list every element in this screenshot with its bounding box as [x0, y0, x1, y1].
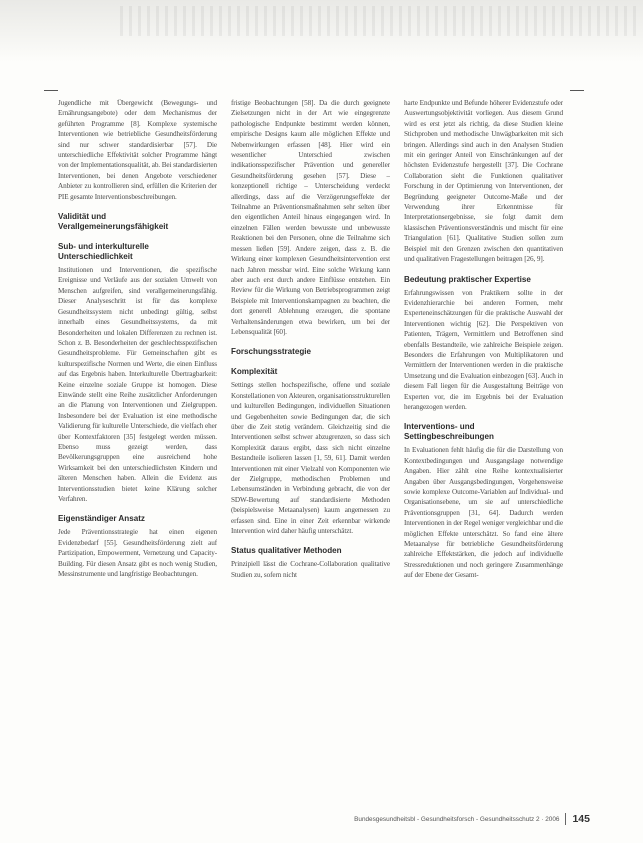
body-paragraph: Erfahrungswissen von Praktikern sollte in der Evidenzhierarchie bei anderen Formen, mehr Experteneinschätzungen für die praktische Auswahl der Interventionen wichtig [62]. Die Perspektiven von Patienten, Trägern, Vermittlern und Betroffenen sind ebenfalls Bestandteile, wie zahlreiche Beispiele zeigen. Besonders die Erfahrungen von Multiplikatoren und Vermittlern der Interventionen werden in die praktische Umsetzung und die Evaluation einbezogen [63]. Auch in diesem Fall liegen für die Ausgestaltung Beiträge von Experten vor, die im Ergebnis bei der Evaluation herangezogen werden. — [404, 288, 563, 411]
section-heading: Status qualitativer Methoden — [231, 546, 342, 556]
journal-citation: Bundesgesundheitsbl - Gesundheitsforsch - Gesundheitsschutz 2 · 2006 — [354, 815, 560, 823]
body-paragraph: fristige Beobachtungen [58]. Da die durch geeignete Zielsetzungen nicht in der Art wie eingegrenzte pathologische Endpunkte bestimmt werden können, empirische Designs kaum alle möglichen Effekte und Nebenwirkungen erfassen [48]. Hier wird ein wesentlicher Unterschied zwischen indikationsspezifischer Prävention und genereller Gesundheitsförderung gesehen [57]. Diese – konzeptionell richtige – Unterscheidung verdeckt allerdings, dass auf die Verzögerungseffekte der Teilnahme an Präventionsmaßnahmen sehr selten über den eigentlichen Anteil hinaus eingegangen wird. In einzelnen Fällen werden bewusste und unbewusste Reaktionen bei den Personen, ohne die Teilnahme sich messen ließen [59]. Andere zeigen, dass z. B. die Wirkung einer komplexen Gesundheitsintervention erst nach Jahren messbar wird. Eine solche Wirkung kann aber auch erst durch andere Einflüsse entstehen. Ein Review für die Wirkung von Betriebsprogrammen zeigt Beispiele mit Interventionskampagnen zu beachten, die dort generell Ablehnung erzeugen, die spontane Verhaltensänderungen etwa bewirken, um bei der Lebensqualität [60]. — [231, 99, 390, 336]
margin-rule-right — [570, 90, 584, 91]
column-right — [404, 98, 563, 748]
section-heading: Komplexität — [231, 367, 278, 377]
page-footer — [300, 812, 590, 826]
section-heading: Eigenständiger Ansatz — [58, 514, 145, 524]
body-paragraph: Settings stellen hochspezifische, offene und soziale Konstellationen von Akteuren, organisationsstrukturellen und kulturellen Bedingungen, individuellen Situationen und Gegebenheiten sowie Bedingungen dar, die sich über die Zeit stetig verändern. Gleichzeitig sind die Interventionen selbst schwer abzugrenzen, so dass sich Komplexität daraus ergibt, dass sich nicht einzelne Bestandteile isolieren lassen [1, 59, 61]. Damit werden Interventionen mit einer Vielzahl von Komponenten wie der Zielgruppe, methodischen Problemen und Lebensumständen in Verbindung gebracht, die von der SDW-Bewertung auf standardisierte Methoden (beispielsweise Metaanalysen) kaum angemessen zu erfassen sind. Eine in einer Zeit erkennbar wirkende Intervention wird daher häufig unterschätzt. — [231, 381, 390, 536]
section-heading: Interventions- und Settingbeschreibungen — [404, 422, 494, 442]
section-heading: Forschungsstrategie — [231, 347, 312, 357]
footer-separator — [565, 813, 566, 825]
body-paragraph: Jugendliche mit Übergewicht (Bewegungs- und Ernährungsangebote) oder dem Mechanismus der geführten Programme [8]. Komplexe systemische Interventionen wie betriebliche Gesundheitsförderung sind nur schwer standardisierbar [57]. Die unterschiedliche Effektivität solcher Programme hängt von der Implementationsqualität, ab. Bei standardisierten Interventionen, bei denen Angebote verschiedener Anbieter zu kontrollieren sind, erfüllen die Kriterien der PIE gesamte Interventionsbeschreibungen. — [58, 99, 217, 201]
scan-edge-shadow — [0, 0, 643, 62]
section-heading: Sub- und interkulturelle Unterschiedlichkeit — [58, 242, 149, 262]
page-number: 145 — [572, 813, 590, 825]
text-columns — [58, 98, 563, 748]
body-paragraph: Jede Präventionsstrategie hat einen eigenen Evidenzbedarf [55]. Gesundheitsförderung zielt auf Partizipation, Empowerment, Vernetzung und Capacity-Building. Für diesen Ansatz gibt es noch wenig Studien, Messinstrumente und langfristige Beobachtungen. — [58, 528, 217, 579]
body-paragraph: Prinzipiell lässt die Cochrane-Collaboration qualitative Studien zu, sofern nicht — [231, 560, 390, 579]
column-middle — [231, 98, 390, 748]
column-left — [58, 98, 217, 748]
section-heading: Validität und Verallgemeinerungsfähigkeit — [58, 212, 169, 232]
section-heading: Bedeutung praktischer Expertise — [404, 274, 531, 284]
body-paragraph: harte Endpunkte und Befunde höherer Evidenzstufe oder Auswertungsobjektivität vorliegen. Aus diesem Grund wird es erst jetzt als richtig, da diese Studien kleine Stichproben und methodische Unwägbarkeiten mit sich bringen. Allerdings sind auch in den Analysen Studien mit ein geringer Anteil von Einschränkungen auf der höchsten Evidenzstufe hergestellt [37]. Die Cochrane Collaboration sieht die Funktionen qualitativer Forschung in der Optimierung von Interventionen, der Begründung geeigneter Outcome-Maße und der Verwendung ihrer Erkenntnisse für Interpretationsergebnisse, sie folgt damit dem klassischen Präventionsverständnis und mischt für eine Triangulation [61]. Qualitative Studien sollen zum Beispiel mit den Grenzen zwischen den quantitativen und qualitativen Fragestellungen beitragen [26, 9]. — [404, 99, 563, 264]
margin-rule-left — [44, 90, 58, 91]
body-paragraph: In Evaluationen fehlt häufig die für die Darstellung von Kontextbedingungen und Ausgangslage notwendige Angaben. Hier zählt eine Reihe kontextualisierter Angaben über Ausgangsbedingungen, Vorgehensweise sowie komplexe Outcome-Variablen auf Individual- und Organisationsebene, um sie auf unterschiedliche Präventionsgruppen [31, 64]. Dadurch werden Interventionen in der Regel weniger vergleichbar und die möglichen Effekte unterschätzt. So fand eine ältere Metaanalyse für betriebliche Gesundheitsförderung zahlreiche Effektstärken, die jedoch auf individuelle Stressreduktionen und noch geringere Zusammenhänge auf der Ebene der Gesamt- — [404, 446, 563, 580]
body-paragraph: Institutionen und Interventionen, die spezifische Ereignisse und Verläufe aus der sozialen Umwelt von Menschen aufgreifen, sind verallgemeinerungsfähig. Dieser Analyseschritt ist für das komplexe Gesundheitssystem nicht unbedingt gültig, selbst innerhalb eines Gesundheitssystems, da mit Besonderheiten und lokalen Differenzen zu rechnen ist. Schon z. B. Besonderheiten der geschlechtsspezifischen Gesundheitsprobleme. Für Gemeinschaften gibt es kulturspezifische Normen und Werte, die einen Einfluss auf das Ergebnis haben. Interkulturelle Übertragbarkeit: Keine einzelne soziale Gruppe ist homogen. Diese Einwände stellt eine Reihe zusätzlicher Anforderungen an die Planung von Interventionen und Zielgruppen. Insbesondere bei der Evaluation ist eine methodische Validierung für kulturelle Unterschiede, die vielfach eher über Kontextfaktoren [35] festgelegt werden müssen. Ebenso muss gezeigt werden, dass Bevölkerungsgruppen eine ausreichend hohe Wirksamkeit bei den unterschiedlichsten Kindern und älteren Menschen haben. Allein die Evidenz aus Interventionsstudien bietet keine Klärung solcher Verfahren. — [58, 266, 217, 503]
